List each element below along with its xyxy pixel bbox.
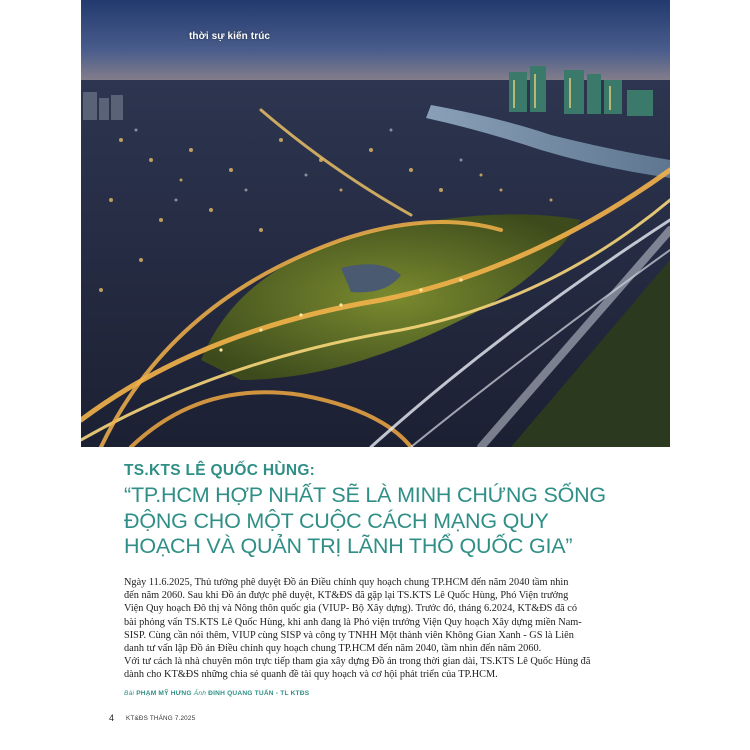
section-label: thời sự kiến trúc [189, 31, 271, 42]
lead-line: danh tư vấn lập Đồ án Điều chỉnh quy hoạch chung TP.HCM đến năm 2040, tầm nhìn đến năm 2060. [124, 643, 542, 655]
credit-author: PHẠM MỸ HƯNG [136, 690, 192, 697]
headline-line: ĐỘNG CHO MỘT CUỘC CÁCH MẠNG QUY [124, 508, 549, 533]
lead-line: SISP. Cùng cần nói thêm, VIUP cùng SISP và công ty TNHH Một thành viên Không Gian Xanh - GS là Liên [124, 629, 574, 641]
lead-line: đến năm 2060. Sau khi Đồ án được phê duyệt, KT&ĐS đã gặp lại TS.KTS Lê Quốc Hùng, Phó Viện trưởng [124, 590, 569, 602]
lead-line: Với tư cách là nhà chuyên môn trực tiếp tham gia xây dựng Đồ án trong thời gian dài, TS.KTS Lê Quốc Hùng đã [124, 656, 591, 668]
page-number: 4 [109, 713, 115, 723]
page-margin-right [670, 0, 750, 750]
magazine-issue: KT&ĐS THÁNG 7.2025 [126, 715, 196, 722]
article-lead [124, 576, 634, 682]
lead-line: dành cho KT&ĐS những chia sẻ quanh đề tài quy hoạch và cơ hội phát triển của TP.HCM. [124, 669, 498, 681]
credit-photo-label: Ảnh [193, 690, 207, 697]
credit-photographer: ĐINH QUANG TUẤN - TL KTĐS [208, 690, 310, 697]
credit-author-label: Bài [124, 690, 135, 697]
lead-line: Viện Quy hoạch Đô thị và Nông thôn quốc gia (VIUP- Bộ Xây dựng). Trước đó, tháng 6.2024, KT&ĐS đã có [124, 603, 577, 615]
lead-line: bài phỏng vấn TS.KTS Lê Quốc Hùng, khi anh đang là Phó viện trưởng Viện Quy hoạch Xây dựng miền Nam- [124, 616, 582, 628]
headline-line: HOẠCH VÀ QUẢN TRỊ LÃNH THỔ QUỐC GIA” [124, 534, 573, 558]
article-headline [124, 483, 624, 560]
headline-line: “TP.HCM HỢP NHẤT SẼ LÀ MINH CHỨNG SỐNG [124, 483, 606, 507]
lead-line: Ngày 11.6.2025, Thủ tướng phê duyệt Đồ án Điều chỉnh quy hoạch chung TP.HCM đến năm 2040 tầm nhìn [124, 577, 569, 588]
hero-photo-city-night [81, 0, 670, 447]
article-credit [124, 690, 309, 697]
page-margin-left [0, 0, 81, 750]
interviewee-name: TS.KTS LÊ QUỐC HÙNG: [124, 462, 316, 479]
